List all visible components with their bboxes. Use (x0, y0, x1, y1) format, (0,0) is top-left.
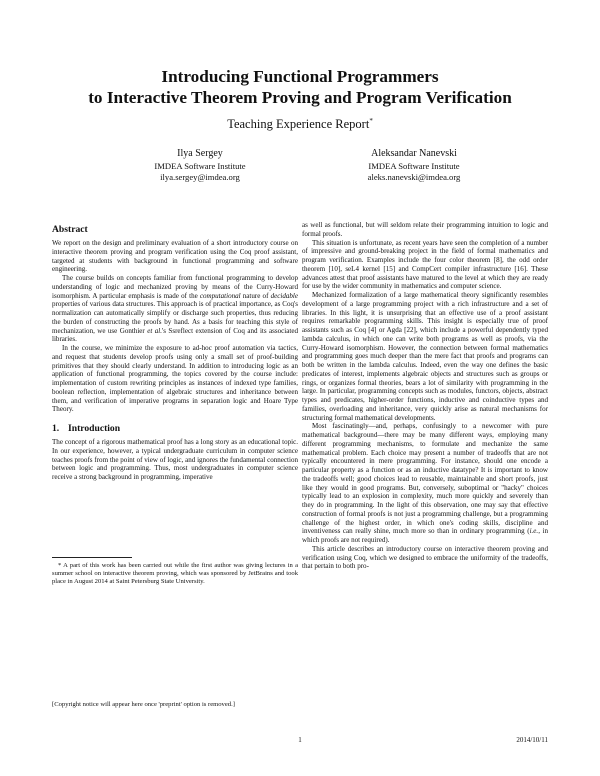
emphasis: computational (199, 291, 241, 300)
text-run: Most fascinatingly—and, perhaps, confusingly to a newcomer with pure mathematical background—there may be many different ways, employing many different programming mechanisms, to formulate and mechanize the same mathematical problem. Each choice may present a number of tradeoffs that are not typically encountered in mere programming. For instance, should one encode a particular property as a function or as an inductive datatype? It is important to know the tradeoffs well; good choices lead to reusable, maintainable and short proofs, just like they would in good programs. But, conversely, suboptimal or "hacky" choices typically lead to an explosion in complexity, much more quickly and severely than they do in programming. In the light of this observation, one may say that effective construction of formal proofs is not just a programming challenge, but a programming challenge of the highest order, in which one's coding skills, discipline and inventiveness can really shine, much more so than in ordinary programming ( (302, 422, 548, 536)
abstract-paragraph: We report on the design and preliminary evaluation of a short introductory course on interactive theorem proving and program verification using the Coq proof assistant, targeted at students with background in functional programming and software engineering. (52, 239, 298, 274)
author-block-2 (314, 147, 514, 184)
emphasis: et al. (147, 326, 162, 335)
paper-subtitle (40, 114, 560, 132)
subtitle-footnote-mark: * (369, 117, 373, 125)
body-paragraph: This situation is unfortunate, as recent years have seen the completion of a number of impressive and ground-breaking project in the field of formal mathematics and program verification. Examples include the four color theorem [8], the odd order theorem [10], seL4 kernel [15] and CompCert compiler infrastructure [16]. These advances attest that proof assistants have matured to the level at which they are ready for use by the wider community in mathematics and computer science. (302, 238, 548, 291)
body-paragraph: Mechanized formalization of a large mathematical theory significantly resembles development of a large programming project with a rich infrastructure and a set of libraries. In this light, it is unsurprising that an effective use of a proof assistant requires remarkable programming skills. This insight is especially true of proof assistants such as Coq [4] or Agda [22], which include a powerful dependently typed lambda calculus, in which one can write both programs as well as proofs, via the Curry-Howard isomorphism. However, the connection between formal mathematics and programming goes much deeper than the mere fact that proofs and programs can both be written in the lambda calculus. Indeed, even the way one defines the basic predicates of interest, implements algebraic objects and structures such as groups or rings, or organizes formal theories, bears a lot of similarity with programming in the large. In particular, programming concepts such as modules, functors, objects, abstract types and predicates, higher-order functions, inductive and coinductive types and families, overloading and inheritance, very quickly arise as natural mechanisms for structuring formal mathematical developments. (302, 291, 548, 422)
text-run: 's Ssreflect extension of Coq and its associated libraries. (52, 326, 299, 344)
abstract-paragraph (52, 274, 298, 344)
author-block-1 (100, 147, 300, 184)
author-email: ilya.sergey@imdea.org (160, 172, 240, 183)
author-affiliation: IMDEA Software Institute (368, 161, 460, 171)
section-heading (52, 423, 298, 435)
intro-paragraph: The concept of a rigorous mathematical proof has a long story as an educational topic. In our experience, however, a typical undergraduate curriculum in computer science teaches proofs from the point of view of logic, and ignores the fundamental connection between logic and programming. Thus, most undergraduates in computer science receive a strong background in programming, imperative (52, 438, 298, 481)
title-line-2: to Interactive Theorem Proving and Program Verification (88, 88, 512, 107)
page-number: 1 (298, 736, 302, 744)
paper-title (40, 66, 560, 108)
author-name: Aleksandar Nanevski (371, 148, 457, 159)
author-name: Ilya Sergey (177, 148, 223, 159)
section-title: Introduction (68, 423, 121, 434)
body-paragraph: as well as functional, but will seldom relate their programming intuition to logic and formal proofs. (302, 221, 548, 238)
author-affiliation: IMDEA Software Institute (154, 161, 246, 171)
abstract-paragraph: In the course, we minimize the exposure to ad-hoc proof automation via tactics, and request that students develop proofs using only a small set of proof-building primitives that they should clearly understand. In addition to introducing logic as an application of functional programming, the topics covered by the course include: implementation of custom rewriting principles as instances of indexed type families, boolean reflection, implementation of algebraic structures and inheritance between them, and verification of imperative programs in separation logic and Hoare Type Theory. (52, 344, 298, 414)
footnote-text: * A part of this work has been carried out while the first author was giving lectures in a summer school on interactive theorem proving, which was sponsored by JetBrains and took place in August 2014 at Saint Petersburg State University. (52, 562, 298, 586)
emphasis: i.e. (529, 527, 539, 536)
left-column (52, 224, 298, 482)
subtitle-text: Teaching Experience Report (227, 117, 370, 132)
copyright-notice: [Copyright notice will appear here once 'preprint' option is removed.] (52, 701, 235, 708)
body-paragraph (302, 422, 548, 545)
footnote (52, 557, 298, 587)
right-column (302, 221, 548, 571)
text-run: , in which proofs are not required). (302, 527, 548, 544)
body-paragraph: This article describes an introductory course on interactive theorem proving and verification using Coq, which we designed to embrace the uniformity of the tradeoffs, that pertain to both pro- (302, 544, 548, 571)
title-line-1: Introducing Functional Programmers (161, 67, 439, 86)
section-number: 1. (52, 423, 60, 434)
author-email: aleks.nanevski@imdea.org (367, 172, 461, 183)
emphasis: decidable (270, 291, 298, 300)
text-run: The course builds on concepts familiar from functional programming to develop understanding of logic and mechanized proving by means of the Curry-Howard isomorphism. A particular emphasis is made of the (52, 274, 298, 300)
text-run: nature of (240, 291, 271, 300)
text-run: properties of various data structures. This approach is of practical importance, as Coq's normalization can automatically simplify or discharge such properties, thus reducing the burden of constructing the proofs by hand. As a basis for teaching this style of mechanization, we use Gonthier (52, 300, 298, 335)
page-date: 2014/10/11 (516, 736, 548, 744)
abstract-heading: Abstract (52, 224, 88, 235)
footnote-rule (52, 557, 132, 558)
